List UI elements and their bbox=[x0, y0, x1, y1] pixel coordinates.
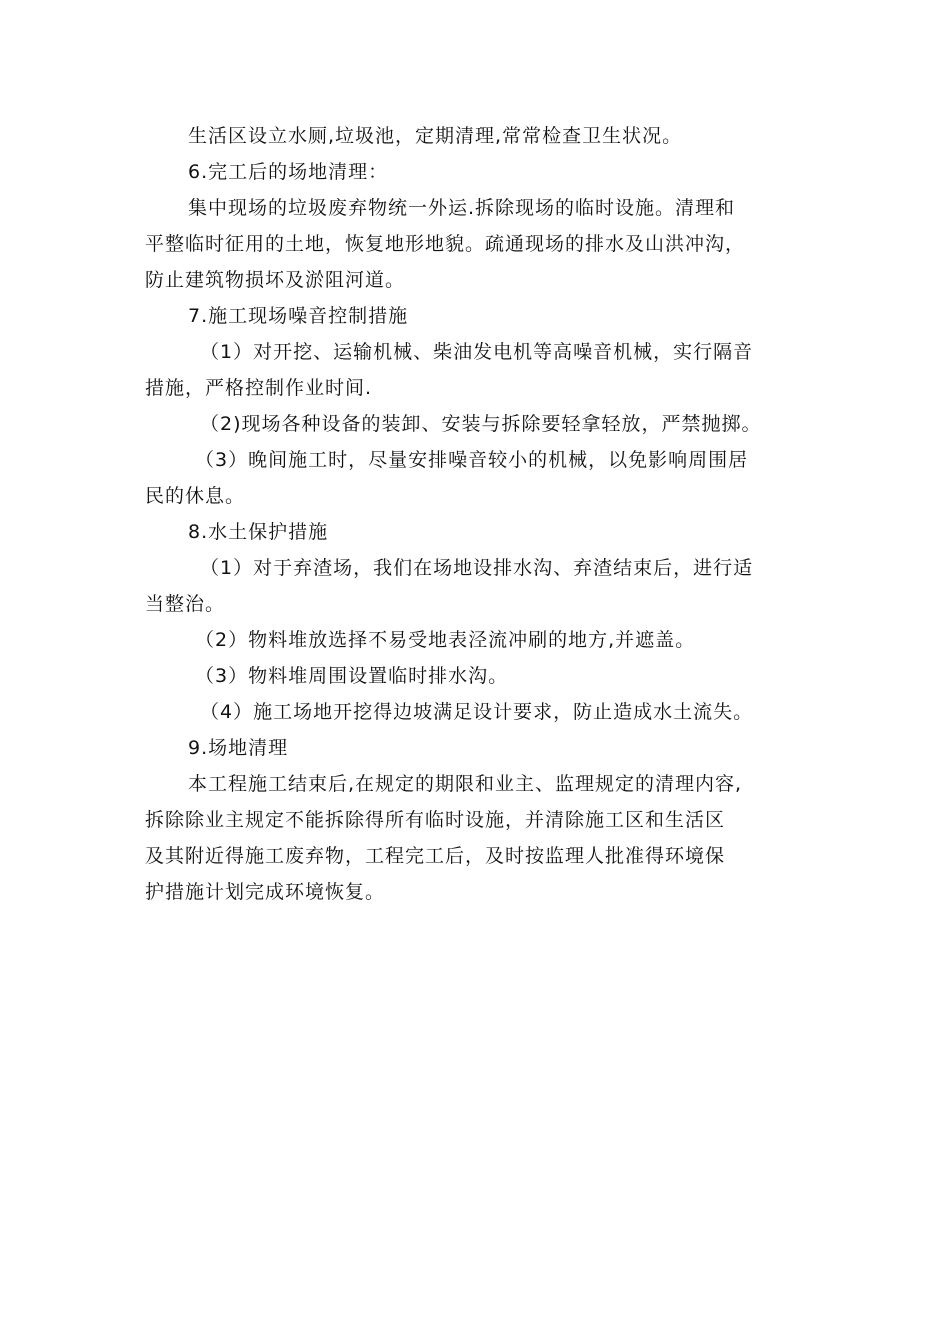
section-heading: 8.水土保护措施 bbox=[188, 521, 329, 543]
text-line: 生活区设立水厕,垃圾池，定期清理,常常检查卫生状况。 bbox=[188, 125, 683, 147]
text-line: 防止建筑物损坏及淤阻河道。 bbox=[145, 269, 406, 291]
document-body bbox=[145, 118, 815, 910]
section-heading: 7.施工现场噪音控制措施 bbox=[188, 305, 409, 327]
section-heading: 9.场地清理 bbox=[188, 737, 289, 759]
list-item: （3）晚间施工时，尽量安排噪音较小的机械，以免影响周围居 bbox=[195, 449, 749, 471]
text-line: 平整临时征用的土地，恢复地形地貌。疏通现场的排水及山洪冲沟， bbox=[145, 233, 746, 255]
list-item: （2）物料堆放选择不易受地表泾流冲刷的地方,并遮盖。 bbox=[195, 629, 696, 651]
list-item: （1）对于弃渣场，我们在场地设排水沟、弃渣结束后，进行适 bbox=[200, 557, 754, 579]
text-line: 护措施计划完成环境恢复。 bbox=[145, 881, 386, 903]
list-item: （2)现场各种设备的装卸、安装与拆除要轻拿轻放，严禁抛掷。 bbox=[200, 413, 762, 435]
list-item: （1）对开挖、运输机械、柴油发电机等高噪音机械，实行隔音 bbox=[200, 341, 754, 363]
text-line: 当整治。 bbox=[145, 593, 226, 615]
text-line: 拆除除业主规定不能拆除得所有临时设施，并清除施工区和生活区 bbox=[145, 809, 726, 831]
text-line: 及其附近得施工废弃物，工程完工后，及时按监理人批准得环境保 bbox=[145, 845, 726, 867]
text-line: 本工程施工结束后,在规定的期限和业主、监理规定的清理内容, bbox=[188, 773, 743, 795]
text-line: 民的休息。 bbox=[145, 485, 246, 507]
section-heading: 6.完工后的场地清理： bbox=[188, 161, 389, 183]
list-item: （3）物料堆周围设置临时排水沟。 bbox=[195, 665, 509, 687]
list-item: （4）施工场地开挖得边坡满足设计要求，防止造成水土流失。 bbox=[200, 701, 754, 723]
text-line: 措施，严格控制作业时间. bbox=[145, 377, 373, 399]
text-line: 集中现场的垃圾废弃物统一外运.拆除现场的临时设施。清理和 bbox=[188, 197, 736, 219]
